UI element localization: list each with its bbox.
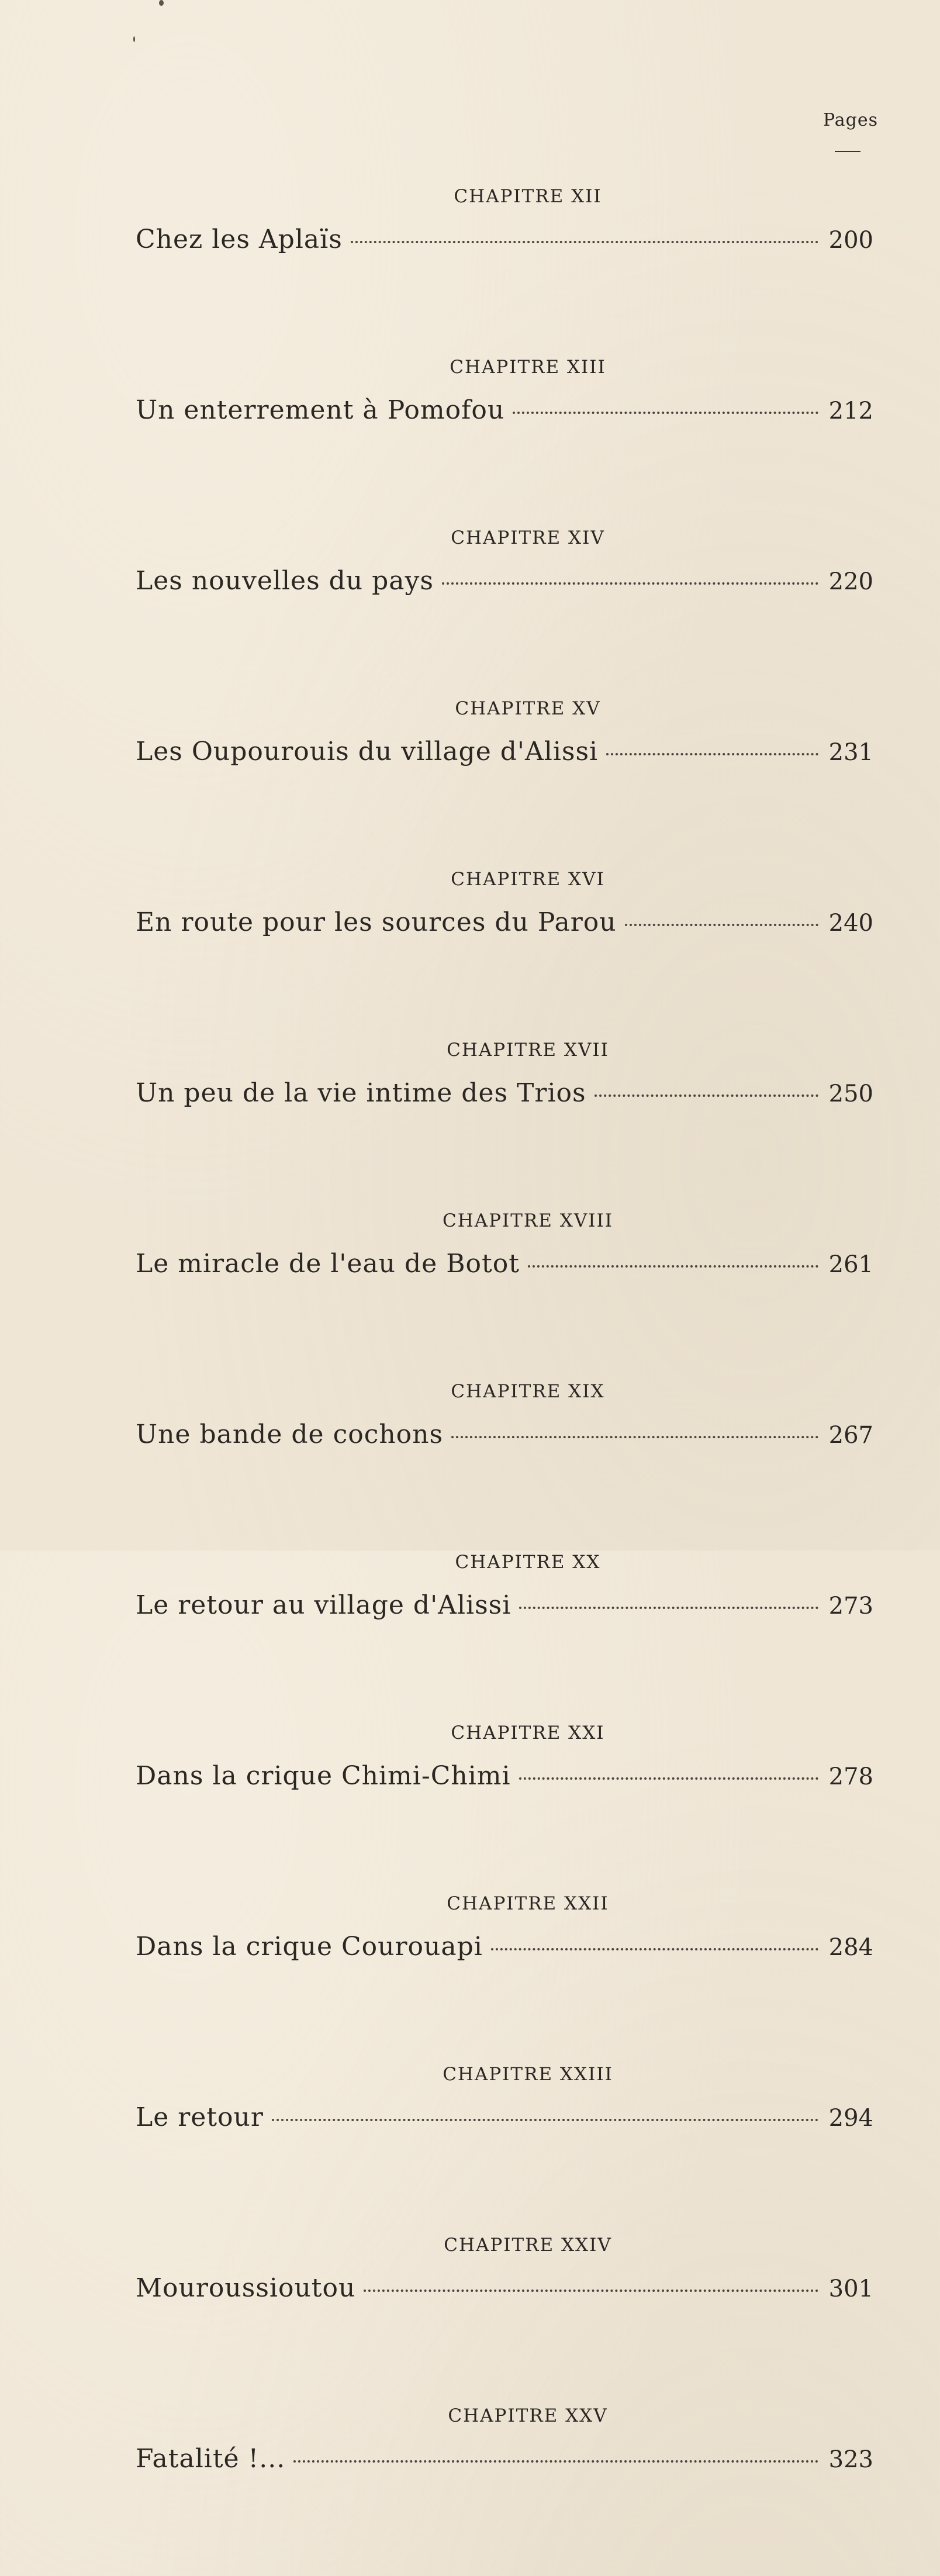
paper-speck — [159, 0, 164, 6]
page-number: 278 — [828, 1763, 873, 1790]
page-number: 267 — [828, 1422, 873, 1449]
toc-entry-chapter-23 — [136, 2064, 873, 2235]
toc-line — [136, 1249, 873, 1279]
dot-leader — [519, 1607, 818, 1609]
chapter-heading: CHAPITRE XVII — [447, 1040, 609, 1061]
toc-line — [136, 2273, 873, 2303]
toc-entry-chapter-22 — [136, 1893, 873, 2064]
page-number: 284 — [828, 1934, 873, 1961]
chapter-heading: CHAPITRE XXIII — [443, 2064, 613, 2085]
chapter-title: Le miracle de l'eau de Botot — [136, 1249, 520, 1279]
toc-line — [136, 1078, 873, 1108]
page-number: 301 — [828, 2275, 873, 2302]
chapter-title: Fatalité !... — [136, 2444, 286, 2474]
dot-leader — [293, 2460, 818, 2463]
page-number: 294 — [828, 2105, 873, 2132]
chapter-heading: CHAPITRE XII — [454, 186, 602, 207]
toc-line — [136, 2102, 873, 2132]
toc-line — [136, 1590, 873, 1620]
dot-leader — [595, 1094, 818, 1097]
toc-entry-chapter-25 — [136, 2405, 873, 2576]
chapter-title: Les Oupourouis du village d'Alissi — [136, 737, 599, 766]
page-number: 220 — [828, 568, 873, 595]
chapter-title: Mouroussioutou — [136, 2273, 356, 2303]
toc-line — [136, 1761, 873, 1791]
toc-entry-chapter-20 — [136, 1552, 873, 1722]
toc-entry-chapter-21 — [136, 1722, 873, 1893]
chapter-heading: CHAPITRE XVIII — [443, 1210, 613, 1231]
page-number: 240 — [828, 910, 873, 937]
toc-entry-chapter-19 — [136, 1381, 873, 1552]
page-number: 200 — [828, 227, 873, 254]
chapter-heading: CHAPITRE XV — [455, 698, 601, 719]
dot-leader — [351, 241, 818, 243]
chapter-title: Dans la crique Courouapi — [136, 1932, 483, 1962]
chapter-heading: CHAPITRE XIX — [451, 1381, 605, 1402]
chapter-title: Un peu de la vie intime des Trios — [136, 1078, 586, 1108]
toc-entry-chapter-12 — [136, 186, 873, 357]
chapter-title: Chez les Aplaïs — [136, 225, 343, 254]
chapter-heading: CHAPITRE XIV — [451, 527, 605, 548]
chapter-title: Les nouvelles du pays — [136, 566, 434, 596]
chapter-title: Le retour au village d'Alissi — [136, 1590, 512, 1620]
toc-entry-chapter-13 — [136, 357, 873, 527]
toc-line — [136, 737, 873, 766]
toc-entry-chapter-18 — [136, 1210, 873, 1381]
toc-line — [136, 2444, 873, 2474]
chapter-heading: CHAPITRE XXII — [447, 1893, 609, 1914]
page-number: 212 — [828, 398, 873, 424]
chapter-title: En route pour les sources du Parou — [136, 907, 617, 937]
toc-entry-chapter-17 — [136, 1040, 873, 1210]
chapter-title: Une bande de cochons — [136, 1420, 444, 1449]
dot-leader — [528, 1265, 818, 1268]
chapter-heading: CHAPITRE XXI — [451, 1722, 605, 1743]
dot-leader — [364, 2290, 818, 2292]
page-number: 323 — [828, 2446, 873, 2473]
toc-entry-chapter-15 — [136, 698, 873, 869]
toc-line — [136, 1420, 873, 1449]
page-number: 261 — [828, 1251, 873, 1278]
chapter-title: Dans la crique Chimi-Chimi — [136, 1761, 511, 1791]
dot-leader — [272, 2119, 818, 2121]
dot-leader — [513, 412, 818, 414]
toc-line — [136, 225, 873, 254]
toc-line — [136, 395, 873, 425]
chapter-heading: CHAPITRE XXV — [448, 2405, 608, 2426]
dot-leader — [442, 582, 818, 585]
chapter-title: Le retour — [136, 2102, 264, 2132]
page-number: 273 — [828, 1593, 873, 1620]
table-of-contents — [136, 186, 873, 2576]
toc-line — [136, 566, 873, 596]
toc-line — [136, 907, 873, 937]
dot-leader — [491, 1948, 818, 1950]
toc-line — [136, 1932, 873, 1962]
chapter-title: Un enterrement à Pomofou — [136, 395, 505, 425]
page-number: 231 — [828, 739, 873, 766]
toc-entry-chapter-16 — [136, 869, 873, 1040]
chapter-heading: CHAPITRE XVI — [451, 869, 605, 890]
chapter-heading: CHAPITRE XX — [455, 1552, 601, 1573]
chapter-heading: CHAPITRE XIII — [450, 357, 606, 378]
pages-underline-rule — [835, 151, 860, 152]
pages-column-label: Pages — [822, 110, 879, 130]
toc-entry-chapter-14 — [136, 527, 873, 698]
dot-leader — [606, 753, 818, 755]
dot-leader — [451, 1436, 818, 1438]
dot-leader — [519, 1777, 818, 1780]
paper-speck — [133, 36, 135, 42]
dot-leader — [625, 924, 818, 926]
toc-entry-chapter-24 — [136, 2235, 873, 2405]
page-number: 250 — [828, 1080, 873, 1107]
chapter-heading: CHAPITRE XXIV — [444, 2235, 612, 2256]
